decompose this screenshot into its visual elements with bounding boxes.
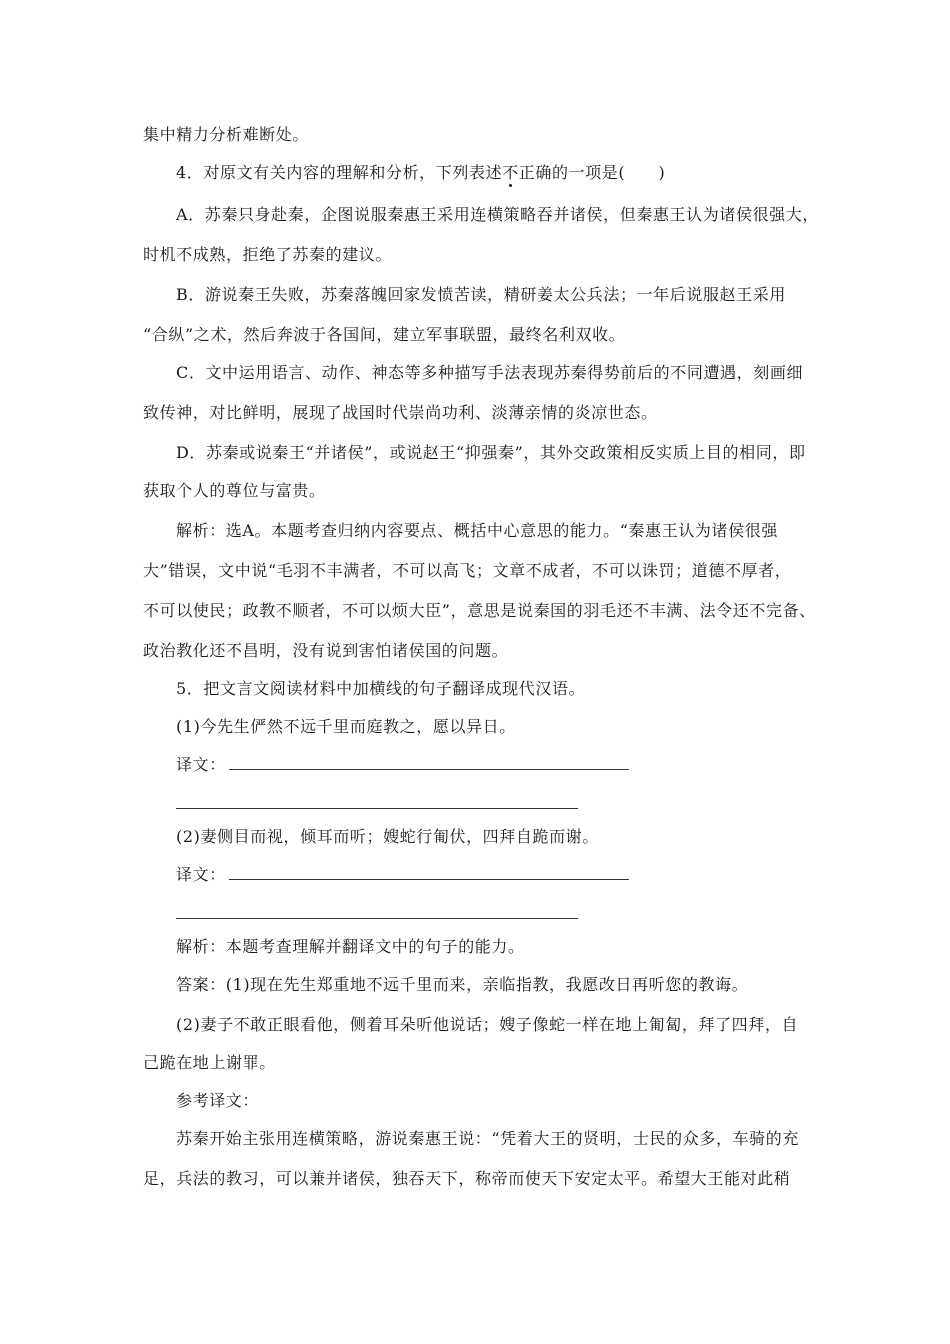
analysis-line: 大”错误，文中说“毛羽不丰满者，不可以高飞；文章不成者，不可以诛罚；道德不厚者， (143, 561, 792, 580)
option-a-line: A．苏秦只身赴秦，企图说服秦惠王采用连横策略吞并诸侯，但秦惠王认为诸侯很强大， (176, 205, 819, 224)
translation-label: 译文： (176, 865, 226, 884)
reference-translation-line: 足，兵法的教习，可以兼并诸侯，独吞天下，称帝而使天下安定太平。希望大王能对此稍 (143, 1169, 791, 1188)
option-d-line: D．苏秦或说秦王“并诸侯”，或说赵王“抑强秦”，其外交政策相反实质上目的相同，即 (176, 443, 806, 462)
option-c-line: 致传神，对比鲜明，展现了战国时代崇尚功利、淡薄亲情的炎凉世态。 (143, 403, 658, 422)
reference-translation-title: 参考译文： (176, 1091, 260, 1110)
question-4-stem (176, 163, 665, 183)
analysis-line: 解析：选A。本题考查归纳内容要点、概括中心意思的能力。“秦惠王认为诸侯很强 (176, 521, 778, 540)
option-b-line: B．游说秦王失败，苏秦落魄回家发愤苦读，精研姜太公兵法；一年后说服赵王采用 (176, 285, 786, 304)
translation-label: 译文： (176, 755, 226, 774)
option-a-line: 时机不成熟，拒绝了苏秦的建议。 (143, 245, 393, 264)
question-5-stem: 5．把文言文阅读材料中加横线的句子翻译成现代汉语。 (176, 679, 586, 698)
reference-translation-line: 苏秦开始主张用连横策略，游说秦惠王说：“凭着大王的贤明，士民的众多，车骑的充 (176, 1129, 799, 1148)
answer-line: 答案：(1)现在先生郑重地不远千里而来，亲临指教，我愿改日再听您的教诲。 (176, 975, 749, 994)
question-4-text-part: 正确的一项是( ) (518, 163, 666, 182)
emphasis-dot-char: 不 (502, 163, 519, 182)
answer-line: (2)妻子不敢正眼看他，侧着耳朵听他说话；嫂子像蛇一样在地上匍匐，拜了四拜，自 (176, 1015, 799, 1034)
answer-blank-line[interactable] (176, 808, 578, 809)
answer-blank-line[interactable] (229, 879, 629, 880)
option-b-line: “合纵”之术，然后奔波于各国间，建立军事联盟，最终名利双收。 (143, 325, 626, 344)
option-d-line: 获取个人的尊位与富贵。 (143, 481, 326, 500)
answer-blank-line[interactable] (229, 769, 629, 770)
question-4-text-part: 4．对原文有关内容的理解和分析，下列表述 (176, 163, 503, 182)
question-5-item-1: (1)今先生俨然不远千里而庭教之，愿以异日。 (176, 717, 516, 736)
analysis-line: 不可以使民；政教不顺者，不可以烦大臣”，意思是说秦国的羽毛还不丰满、法令还不完备、 (143, 601, 816, 620)
question-5-item-2: (2)妻侧目而视，倾耳而听；嫂蛇行匍伏，四拜自跪而谢。 (176, 827, 599, 846)
analysis-line: 政治教化还不昌明，没有说到害怕诸侯国的问题。 (143, 641, 509, 660)
answer-blank-line[interactable] (176, 918, 578, 919)
text-line: 集中精力分析难断处。 (143, 125, 310, 144)
analysis-line: 解析：本题考查理解并翻译文中的句子的能力。 (176, 937, 525, 956)
option-c-line: C．文中运用语言、动作、神态等多种描写手法表现苏秦得势前后的不同遭遇，刻画细 (176, 363, 804, 382)
answer-line: 己跪在地上谢罪。 (143, 1053, 276, 1072)
